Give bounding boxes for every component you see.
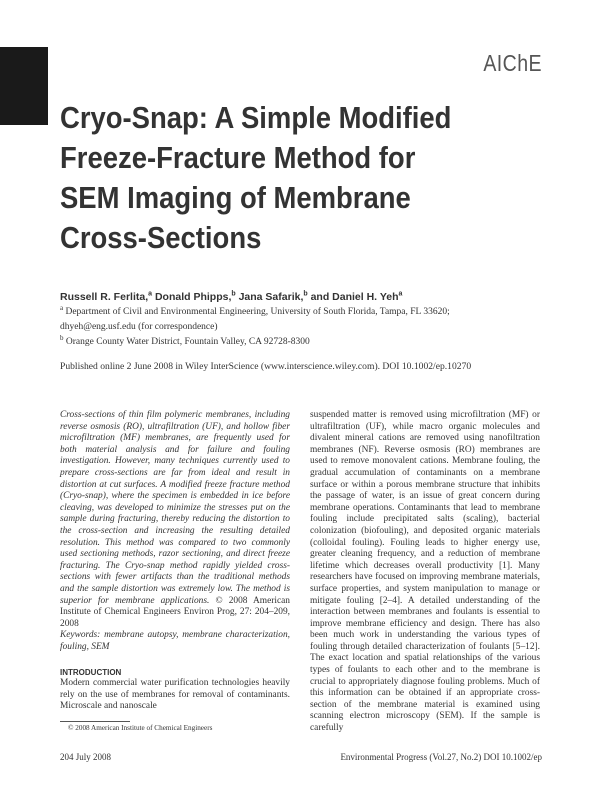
author-affil-mark: b <box>231 290 236 298</box>
author-name: Russell R. Ferlita, <box>60 291 149 303</box>
abstract-copyright: © 2008 American Institute of Chemical Engineers Environ Prog, 27: 204–209, 2008 <box>60 595 290 629</box>
title-line: Cross-Sections <box>60 221 262 255</box>
side-color-block <box>0 47 48 125</box>
author-list <box>60 291 402 303</box>
body-paragraph: suspended matter is removed using microfiltration (MF) or ultrafiltration (UF), while macro organic molecules and divalent mineral cations are removed using nanofiltration membranes (NF). Reverse osmosis (RO) membranes are used to remove monovalent cations. Membrane fouling, the gradual accumulation of contaminants on a membrane surface or within a porous membrane structure that inhibits the passage of water, is an issue of great concern during membrane operations. Contaminants that lead to membrane fouling include precipitated salts (scaling), bacterial colonization (biofouling), and deposited organic materials (colloidal fouling). Fouling leads to higher energy use, greater cleaning frequency, and a reduction of membrane lifetime which decreases overall productivity [1]. Many researchers have focused on improving membrane materials, surface properties, and system manipulation to manage or mitigate fouling [2–4]. A detailed understanding of the interaction between membranes and foulants is essential to improve membrane efficiency and design. There has also been much work in understanding the various types of fouling through detailed characterization of foulants [5–12]. The exact location and spatial relationships of the various types of foulants to each other and to the membrane is crucial to appropriately diagnose fouling problems. Much of this information can be obtained if an appropriate cross-section of the membrane material is examined using scanning electron microscopy (SEM). If the sample is carefully <box>310 410 540 734</box>
abstract <box>60 410 290 630</box>
journal-logo: AIChE <box>483 50 542 76</box>
body-column-right <box>310 410 540 735</box>
author-name: Donald Phipps, <box>154 291 232 303</box>
author-name: and Daniel H. Yeh <box>310 291 399 303</box>
keywords: Keywords: membrane autopsy, membrane characterization, fouling, SEM <box>60 630 290 652</box>
intro-paragraph: Modern commercial water purification technologies heavily rely on the use of membranes for removal of contaminants. Microscale and nanoscale <box>60 678 290 712</box>
page-footer-left: 204 July 2008 <box>60 752 112 762</box>
affiliation-b <box>60 333 310 349</box>
footnote-divider <box>60 721 130 722</box>
abstract-text: Cross-sections of thin film polymeric membranes, including reverse osmosis (RO), ultrafiltration (UF), and hollow fiber microfiltration (MF) membranes, are frequently used for both material analysis and for failure and fouling investigation. However, many techniques currently used to prepare cross-sections are far from ideal and result in distortion at cut surfaces. A modified freeze fracture method (Cryo-snap), where the specimen is embedded in ice before cleaving, was developed to minimize the stresses put on the sample during fracturing, thereby reducing the distortion to the cross-section and increasing the resulting detailed resolution. This method was compared to two commonly used sectioning methods, razor sectioning, and direct freeze fracturing. The Cryo-snap method rapidly yielded cross-sections with fewer artifacts than the traditional methods and the sample distortion was extremely low. The method is superior for membrane applications. <box>60 410 290 606</box>
affil-mark: a <box>60 303 64 312</box>
author-affil-mark: b <box>303 290 308 298</box>
author-affil-mark: a <box>148 290 153 298</box>
section-heading: INTRODUCTION <box>60 668 122 677</box>
page-footer-right: Environmental Progress (Vol.27, No.2) DOI 10.1002/ep <box>340 752 542 762</box>
publication-info: Published online 2 June 2008 in Wiley InterScience (www.interscience.wiley.com). DOI 10.1002/ep.10270 <box>60 361 472 372</box>
author-affil-mark: a <box>398 290 403 298</box>
author-name: Jana Safarik, <box>238 291 304 303</box>
affil-text: Department of Civil and Environmental Engineering, University of South Florida, Tampa, FL 33620; <box>65 307 450 317</box>
article-title <box>60 98 483 258</box>
title-line: Freeze-Fracture Method for <box>60 141 416 175</box>
correspondence-line: dhyeh@eng.usf.edu (for correspondence) <box>60 322 218 332</box>
abstract-column <box>60 410 290 653</box>
footnote-copyright: © 2008 American Institute of Chemical Engineers <box>68 724 213 732</box>
affil-mark: b <box>60 333 64 342</box>
title-line: SEM Imaging of Membrane <box>60 181 411 215</box>
affiliation-a <box>60 303 450 319</box>
title-line: Cryo-Snap: A Simple Modified <box>60 101 452 135</box>
affil-text: Orange County Water District, Fountain Valley, CA 92728-8300 <box>65 337 310 347</box>
